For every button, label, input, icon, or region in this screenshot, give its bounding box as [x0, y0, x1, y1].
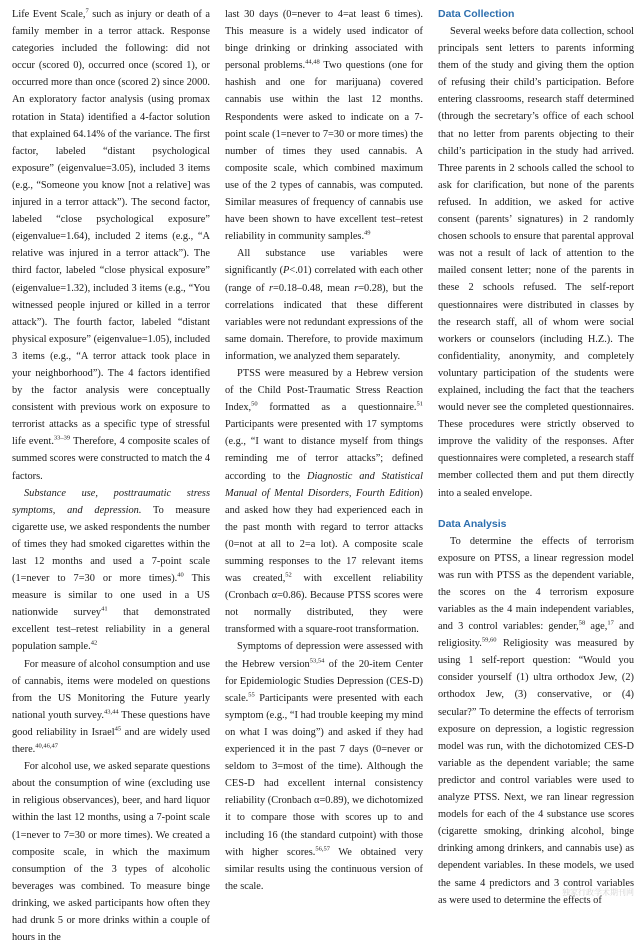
paragraph: Life Event Scale,$^7$ such as injury or death of a family member in a terror attack. Response categories included the following: did not occur (scored 0), occurred once (scored 1), or occurred more than once (scored 2) since 2000. An exploratory factor analysis (using promax rotation in Stata) identified a 4-factor solution that explained 64.14% of the variance. The first factor, labeled “distant psychological exposure” (eigenvalue=3.05), included 3 items (e.g., “Someone you know [not a relative] was injured in a terror attack”). The second factor, labeled “close psychological exposure” (eigenvalue=1.64), included 2 items (e.g., “A relative was injured in a terror attack”). The third factor, labeled “close physical exposure” (eigenvalue=1.32), included 3 items (e.g., “You witnessed people injured or killed in a terror attack”). The fourth factor, labeled “distant physical exposure” (eigenvalue=1.05), included 3 items (e.g., “A terror attack took place in your neighborhood”). The 4 factors identified by the factor analysis were conceptually consistent with previous work on exposure to terrorist attacks as a specific type of stressful life event.$^{33-39}$ Therefore, 4 composite scales of summed scores were constructed to match the 4 factors.	[12, 7, 210, 482]
paragraph: Several weeks before data collection, school principals sent letters to parents informing them of the study and giving them the option of refusing their child’s participation. Before entering classrooms, research staff determined (through the secretary’s office of each school that no letter from parents objecting to their child’s participation in the study had arrived. Three parents in 2 schools called the school to ask for clarification, but none of the parents refused. In addition, we asked for active consent (parents’ signatures) in 2 randomly chosen schools to ensure that parental approval was not a result of lack of attention to the mailed consent letter; none of the parents in these 2 schools refused. The self-report questionnaires were distributed in classes by the research staff, all of whom were social workers or counselors (including H.Z.). The confidentiality, anonymity, and completely voluntary participation of the students were explained, including the fact that the teachers would never see the completed questionnaires. These procedures were strictly observed to improve the validity of the responses. After questionnaires were completed, a research staff member collected them and put them directly into a sealed envelope.	[438, 26, 634, 499]
column-right	[438, 6, 634, 909]
section-heading-data-analysis: Data Analysis	[438, 517, 507, 530]
watermark: 独家行政学术期刊网	[562, 888, 634, 897]
paragraph: PTSS were measured by a Hebrew version of the Child Post-Traumatic Stress Reaction Index,$^{50}$ formatted as a questionnaire.$^{51}$ Participants were presented with 17 symptoms (e.g., “I want to distance myself from things reminding me of terror attacks”; defined according to the Diagnostic and Statistical Manual of Mental Disorders, Fourth Edition) and asked how they had experienced each in the past month with regard to terror attacks (0=not at all to 2=a lot). A composite scale summing responses to the 17 relevant items was created,$^{52}$ with excellent reliability (Cronbach α=0.86). Because PTSS scores were not normally distributed, they were transformed with a square-root transformation.	[225, 367, 423, 636]
paragraph: last 30 days (0=never to 4=at least 6 times). This measure is a widely used indicator of binge drinking or drinking associated with personal problems.$^{44,48}$ Two questions (one for hashish and one for marijuana) covered cannabis use within the last 12 months. Respondents were asked to indicate on a 7-point scale (1=never to 7=30 or more times) the number of times they used cannabis. A composite scale, which combined maximum use of the 2 types of cannabis, was computed. Similar measures of frequency of cannabis use have been shown to have excellent test–retest reliability in community samples.$^{49}$	[225, 9, 423, 243]
paragraph: All substance use variables were significantly (P<.01) correlated with each other (range of r=0.18–0.48, mean r=0.28), but the correlations indicated that these different variables were not redundant expressions of the same domain. Therefore, to provide maximum information, we analyzed them separately.	[225, 248, 423, 362]
paragraph: Substance use, posttraumatic stress symptoms, and depression. To measure cigarette use, we asked respondents the number of times they had smoked cigarettes within the last 12 months and used a 7-point scale (1=never to 7=30 or more times).$^{40}$ This measure is similar to one used in a US nationwide survey$^{41}$ that demonstrated excellent test–retest reliability in a general population sample.$^{42}$	[12, 487, 210, 653]
section-heading-data-collection: Data Collection	[438, 8, 515, 20]
paragraph: To determine the effects of terrorism exposure on PTSS, a linear regression model was run with PTSS as the dependent variable, the scores on the 4 terrorism exposure variables as the 4 main independent variables, and 3 control variables: gender,$^{58}$ age,$^{17}$ and religiosity.$^{59,60}$ Religiosity was measured by using 1 self-report question: “Would you consider yourself (1) ultra orthodox Jew, (2) orthodox Jew, (3) conservative, or (4) secular?” To determine the effects of terrorism exposure on depression, a logistic regression model was run, with the dichotomized CES-D variable as the dependent variable; the same predictor and control variables were used to analyze PTSS. Next, we ran linear regression models for each of the 4 substance use scores (cigarette smoking, drinking alcohol, binge drinking among drinkers, and cannabis use) as dependent variables. In these models, we used the same 4 predictors and 3 control variables as were used to determine the effects of	[438, 535, 634, 906]
paragraph: For alcohol use, we asked separate questions about the consumption of wine (excluding use in religious observances), beer, and hard liquor within the last 12 months, using a 7-point scale (1=never to 7=30 or more times). We created a composite scale, in which the maximum consumption of the 3 types of alcoholic beverages was combined. To measure binge drinking, we asked participants how often they had drunk 5 or more drinks within a couple of hours in the	[12, 761, 210, 944]
subsection-heading: Substance use, posttraumatic stress symptoms, and depression.	[12, 487, 210, 516]
column-left	[12, 6, 210, 946]
paragraph: Symptoms of depression were assessed with the Hebrew version$^{53,54}$ of the 20-item Center for Epidemiologic Studies Depression (CES-D) scale.$^{55}$ Participants were presented with each symptom (e.g., “I had trouble keeping my mind on what I was doing”) and asked if they had experienced it in the past 7 days (0=never or seldom to 3=most of the time). Although the CES-D had excellent internal consistency reliability (Cronbach α=0.89), we dichotomized it to compare those with scores up to and including 16 (the standard cutpoint) with those with higher scores.$^{56,57}$ We obtained very similar results using the continuous version of the scale.	[225, 641, 424, 892]
paragraph: For measure of alcohol consumption and use of cannabis, items were modeled on questions from the US Monitoring the Future yearly national youth survey.$^{43,44}$ These questions have good reliability in Israel$^{45}$ and are widely used there.$^{40,46,47}$	[12, 658, 211, 756]
column-middle	[225, 6, 423, 895]
